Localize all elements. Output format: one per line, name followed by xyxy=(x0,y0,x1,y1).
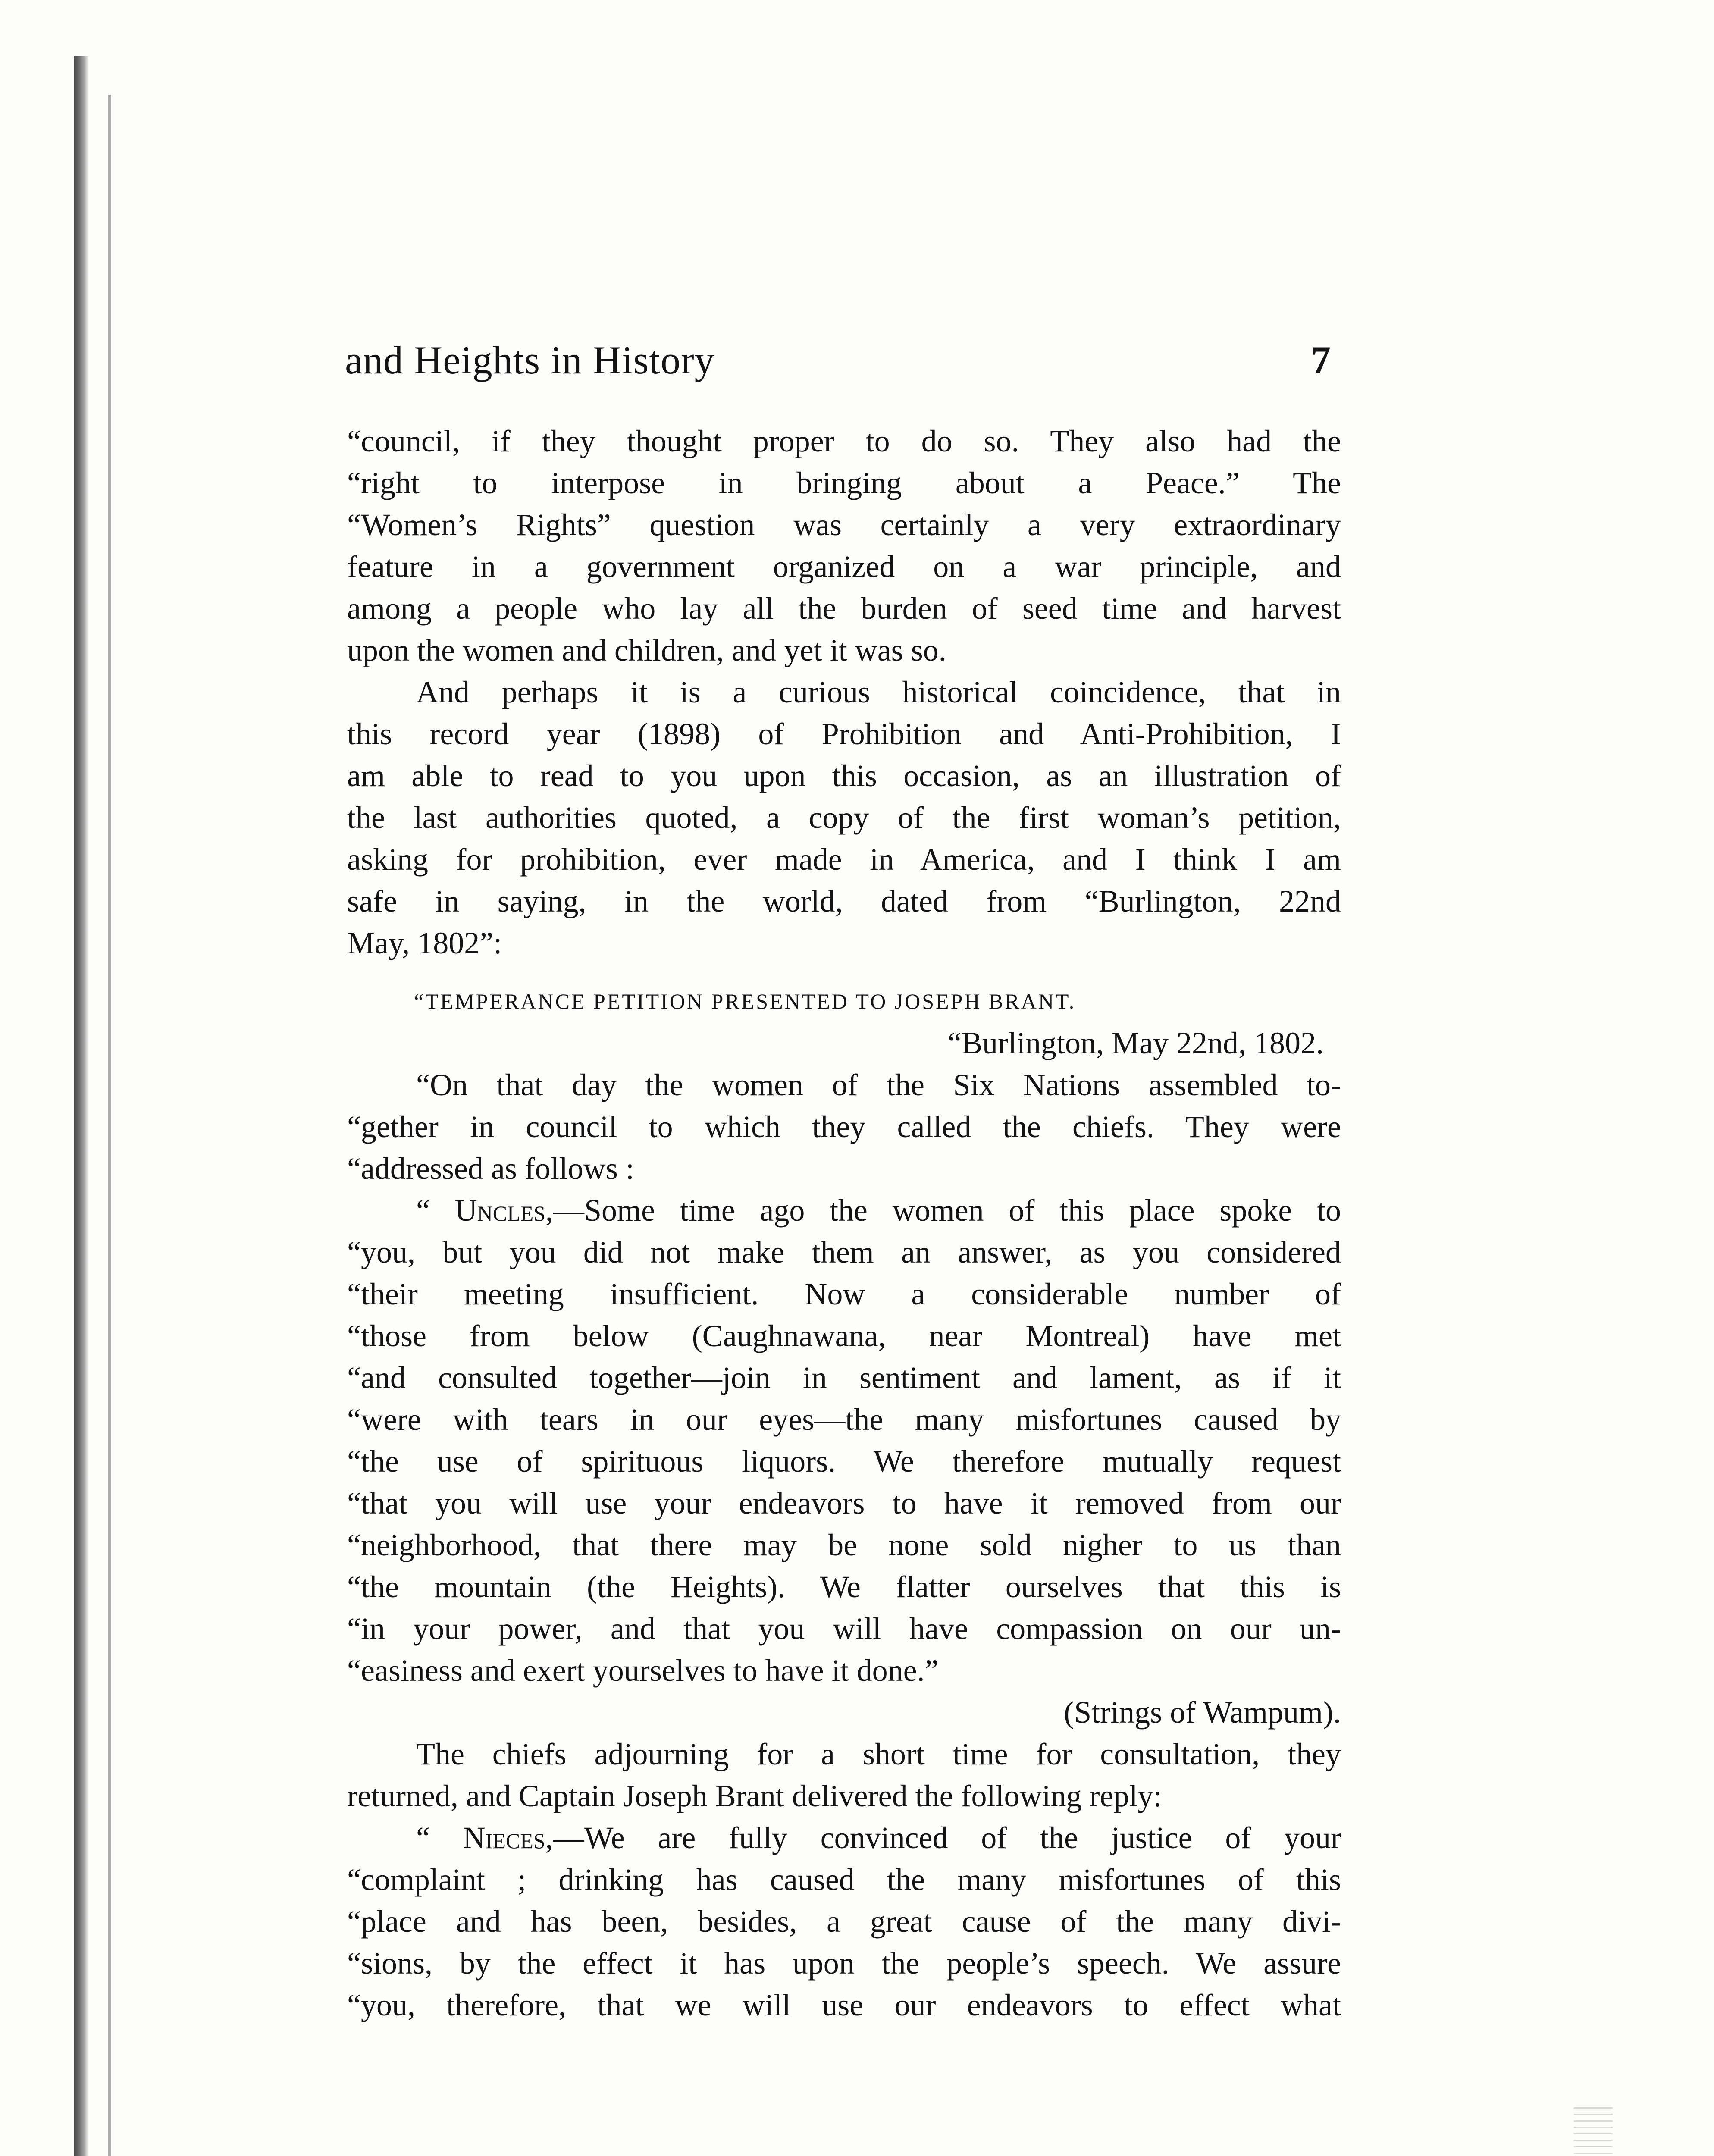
text-line: “ Nieces,—We are fully convinced of the justice of your xyxy=(416,1821,1341,1855)
text-line: “place and has been, besides, a great cause of the many divi- xyxy=(347,1904,1341,1939)
text-line: “Women’s Rights” question was certainly a very extraordinary xyxy=(347,508,1341,542)
text-line: “in your power, and that you will have compassion on our un- xyxy=(347,1611,1341,1646)
text-line: “addressed as follows : xyxy=(347,1151,634,1186)
text-line: “were with tears in our eyes—the many misfortunes caused by xyxy=(347,1402,1341,1437)
text-line: “their meeting insufficient. Now a considerable number of xyxy=(347,1277,1341,1311)
binding-edge-line xyxy=(108,95,111,2156)
text-line: “the use of spirituous liquors. We therefore mutually request xyxy=(347,1444,1341,1479)
salutation-uncles: Uncles xyxy=(454,1193,546,1228)
text-line: “gether in council to which they called the chiefs. They were xyxy=(347,1109,1341,1144)
text-line: “those from below (Caughnawana, near Montreal) have met xyxy=(347,1319,1341,1353)
text-line: “that you will use your endeavors to have it removed from our xyxy=(347,1486,1341,1520)
text-line: safe in saying, in the world, dated from “Burlington, 22nd xyxy=(347,884,1341,918)
text-line: “the mountain (the Heights). We flatter ourselves that this is xyxy=(347,1570,1341,1604)
text-line: upon the women and children, and yet it was so. xyxy=(347,633,946,667)
text-line: among a people who lay all the burden of seed time and harvest xyxy=(347,591,1341,626)
page-number: 7 xyxy=(1311,338,1331,382)
text-line: “neighborhood, that there may be none sold nigher to us than xyxy=(347,1528,1341,1562)
text-line: “council, if they thought proper to do so. They also had the xyxy=(347,424,1341,458)
speech-fragment: —We are fully convinced of the justice of your xyxy=(553,1821,1341,1855)
salutation-nieces: Nieces xyxy=(463,1821,545,1855)
text-line: “and consulted together—join in sentiment and lament, as if it xyxy=(347,1360,1341,1395)
text-line: am able to read to you upon this occasion, as an illustration of xyxy=(347,758,1341,793)
text-line: “sions, by the effect it has upon the people’s speech. We assure xyxy=(347,1946,1341,1981)
binding-edge-shadow xyxy=(74,56,89,2156)
text-line: “easiness and exert yourselves to have it done.” xyxy=(347,1653,939,1688)
text-line: “complaint ; drinking has caused the many misfortunes of this xyxy=(347,1862,1341,1897)
text-line: returned, and Captain Joseph Brant delivered the following reply: xyxy=(347,1779,1162,1813)
petition-dateline: “Burlington, May 22nd, 1802. xyxy=(948,1026,1324,1060)
text-line: this record year (1898) of Prohibition and Anti-Prohibition, I xyxy=(347,717,1341,751)
text-line: “you, but you did not make them an answer, as you considered xyxy=(347,1235,1341,1269)
text-line: “On that day the women of the Six Nations assembled to- xyxy=(416,1068,1341,1102)
text-line: the last authorities quoted, a copy of the first woman’s petition, xyxy=(347,800,1341,835)
text-line: asking for prohibition, ever made in America, and I think I am xyxy=(347,842,1341,877)
body-text xyxy=(347,420,1341,2026)
text-line: “ Uncles,—Some time ago the women of this place spoke to xyxy=(416,1193,1341,1228)
petition-heading: “TEMPERANCE PETITION PRESENTED TO JOSEPH BRANT. xyxy=(414,989,1076,1013)
text-line: “you, therefore, that we will use our endeavors to effect what xyxy=(347,1988,1341,2022)
text-line: The chiefs adjourning for a short time for consultation, they xyxy=(416,1737,1341,1771)
wampum-note: (Strings of Wampum). xyxy=(1064,1695,1341,1730)
text-line: And perhaps it is a curious historical coincidence, that in xyxy=(416,675,1341,709)
speech-fragment: —Some time ago the women of this place spoke to xyxy=(553,1193,1341,1228)
text-line: feature in a government organized on a war principle, and xyxy=(347,549,1341,584)
running-head: and Heights in History xyxy=(345,338,715,382)
right-margin-speckle xyxy=(1574,2104,1613,2156)
text-line: “right to interpose in bringing about a Peace.” The xyxy=(347,466,1341,500)
text-line: May, 1802”: xyxy=(347,926,502,960)
